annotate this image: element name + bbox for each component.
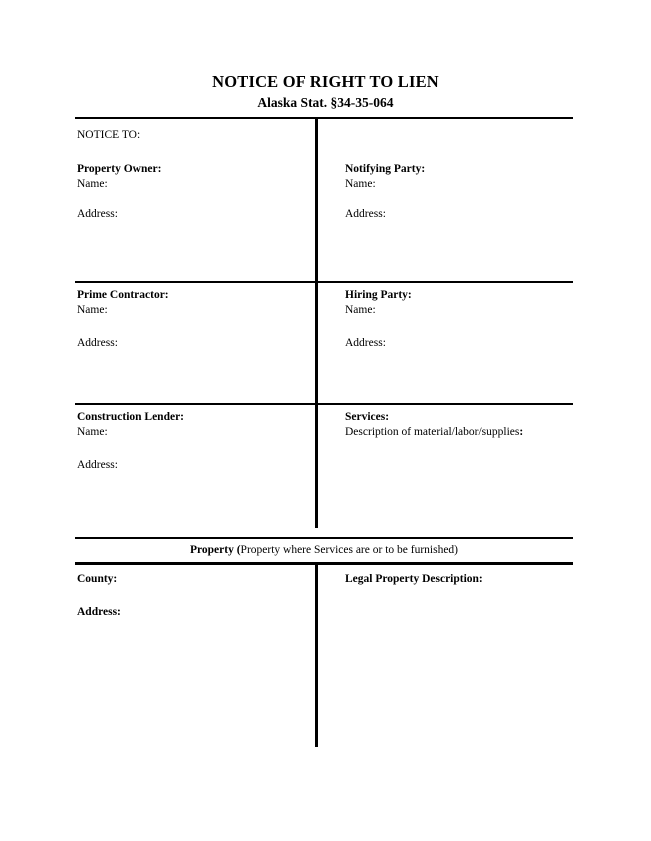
prime-contractor-name-label: Name:: [77, 304, 108, 316]
hiring-party-address-label: Address:: [345, 337, 386, 349]
section-owner-notifying: [75, 117, 573, 281]
legal-description-cell: [317, 565, 573, 841]
hiring-party-cell: [317, 283, 573, 403]
construction-lender-address-label: Address:: [77, 459, 118, 471]
county-label: County:: [77, 573, 118, 585]
services-description-label: [345, 425, 567, 440]
document-statute-subtitle: Alaska Stat. §34-35-064: [257, 95, 394, 110]
construction-lender-name-label: Name:: [77, 426, 108, 438]
property-banner: [75, 537, 573, 565]
notice-to-label: NOTICE TO:: [77, 129, 141, 141]
prime-contractor-cell: [75, 283, 317, 403]
property-owner-name-label: Name:: [77, 178, 108, 190]
notifying-party-address-label: Address:: [345, 208, 386, 220]
notifying-party-name-label: Name:: [345, 178, 376, 190]
property-banner-bold: Property (: [189, 544, 241, 556]
column-divider: [315, 283, 318, 403]
section-property-location: [75, 565, 573, 841]
construction-lender-cell: [75, 405, 317, 537]
prime-contractor-address-label: Address:: [77, 337, 118, 349]
property-banner-text: [190, 543, 458, 558]
hiring-party-name-label: Name:: [345, 304, 376, 316]
services-description-colon: :: [519, 426, 524, 438]
column-divider: [315, 565, 318, 747]
construction-lender-title: Construction Lender:: [77, 411, 185, 423]
property-address-label: Address:: [77, 606, 121, 618]
hiring-party-title: Hiring Party:: [345, 289, 412, 301]
document-title: NOTICE OF RIGHT TO LIEN: [212, 72, 439, 91]
services-title: Services:: [345, 411, 390, 423]
services-description-text: Description of material/labor/supplies: [345, 426, 520, 438]
property-owner-address-label: Address:: [77, 208, 118, 220]
notifying-party-cell: [317, 119, 573, 281]
lien-form-table: [75, 117, 573, 841]
prime-contractor-title: Prime Contractor:: [77, 289, 169, 301]
county-address-cell: [75, 565, 317, 841]
column-divider: [315, 119, 318, 281]
section-contractor-hiring: [75, 281, 573, 403]
column-divider: [315, 405, 318, 528]
section-lender-services: [75, 403, 573, 537]
services-cell: [317, 405, 573, 537]
property-owner-cell: [75, 119, 317, 281]
notifying-party-title: Notifying Party:: [345, 163, 426, 175]
property-owner-title: Property Owner:: [77, 163, 162, 175]
property-banner-regular: Property where Services are or to be furnished): [240, 544, 459, 556]
legal-description-title: Legal Property Description:: [345, 573, 483, 585]
